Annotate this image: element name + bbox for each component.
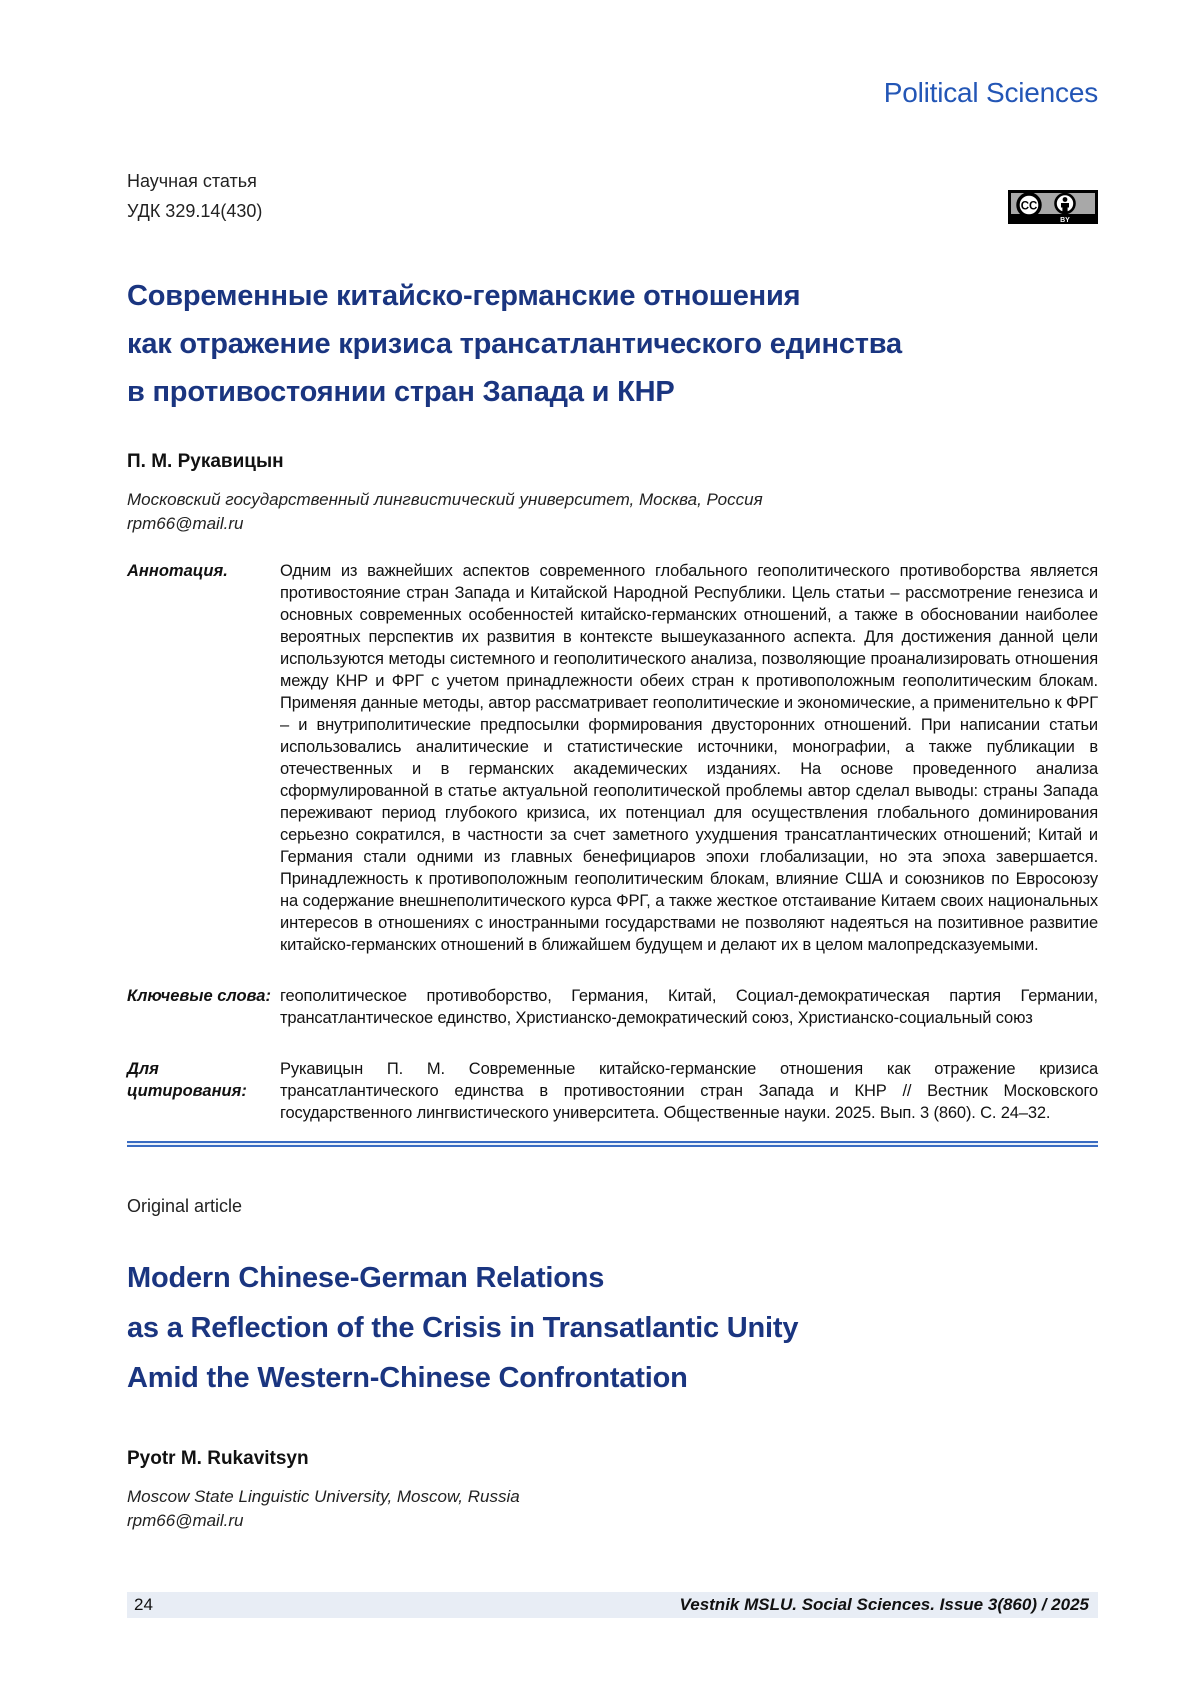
section-divider-rule (127, 1141, 1098, 1147)
title-ru-line-2: как отражение кризиса трансатлантического единства (127, 328, 902, 360)
article-title-ru (127, 272, 1098, 416)
keywords-block (127, 985, 1098, 1029)
cc-circle-text: CC (1020, 200, 1038, 213)
article-type-en: Original article (127, 1196, 243, 1216)
article-meta-row (127, 166, 1098, 226)
title-en-line-1: Modern Chinese-German Relations (127, 1262, 605, 1294)
citation-text: Рукавицын П. М. Современные китайско-германские отношения как отражение кризиса трансатлантического единства в противостоянии стран Запада и КНР // Вестник Московского государственного лингвистического университета. Общественные науки. 2025. Вып. 3 (860). С. 24–32. (280, 1060, 1098, 1122)
title-ru-line-1: Современные китайско-германские отношения (127, 280, 801, 312)
keywords-label: Ключевые слова: (127, 987, 271, 1005)
title-en-line-2: as a Reflection of the Crisis in Transatlantic Unity (127, 1312, 799, 1344)
abstract-text: Одним из важнейших аспектов современного глобального геополитического противоборства является противостояние стран Запада и Китайской Народной Республики. Цель статьи – рассмотрение генезиса и основных современных особенностей китайско-германских отношений, а также в обосновании наиболее вероятных перспектив их развития в контексте вышеуказанного аспекта. Для достижения данной цели используются методы системного и геополитического анализа, позволяющие проанализировать отношения между КНР и ФРГ с учетом принадлежности обеих стран к противоположным геополитическим блокам. Применяя данные методы, автор рассматривает геополитические и экономические, а применительно к ФРГ – и внутриполитические предпосылки формирования двусторонних отношений. При написании статьи использовались аналитические и статистические источники, монографии, а также публикации в отечественных и в германских академических изданиях. На основе проведенного анализа сформулированной в статье актуальной геополитической проблемы автор сделал выводы: страны Запада переживают период глубокого кризиса, их потенциал для осуществления глобального доминирования серьезно сократился, в частности за счет заметного ухудшения трансатлантических отношений; Китай и Германия стали одними из главных бенефициаров эпохи глобализации, но эта эпоха завершается. Принадлежность к противоположным геополитическим блокам, влияние США и союзников по Евросоюзу на содержание внешнеполитического курса ФРГ, а также жесткое отстаивание Китаем своих национальных интересов в отношениях с иностранными государствами не позволяют надеяться на позитивное развитие китайско-германских отношений в ближайшем будущем и делают их в целом малопредсказуемыми. (280, 562, 1098, 954)
udc-code: УДК 329.14(430) (127, 201, 263, 221)
article-title-en (127, 1253, 1098, 1403)
page-footer (127, 1592, 1098, 1618)
author-name-ru: П. М. Рукавицын (127, 451, 284, 472)
article-type-ru: Научная статья (127, 171, 257, 191)
abstract-label: Аннотация. (127, 562, 228, 580)
author-name-en: Pyotr M. Rukavitsyn (127, 1448, 309, 1469)
citation-label: Для цитирования: (127, 1060, 247, 1100)
author-email-en: rpm66@mail.ru (127, 1511, 244, 1530)
journal-reference: Vestnik MSLU. Social Sciences. Issue 3(860) / 2025 (679, 1595, 1089, 1614)
affiliation-text-en: Moscow State Linguistic University, Moscow, Russia (127, 1487, 520, 1506)
title-ru-line-3: в противостоянии стран Запада и КНР (127, 376, 675, 408)
journal-section-title: Political Sciences (883, 77, 1098, 108)
article-meta (127, 166, 262, 226)
citation-block (127, 1058, 1098, 1124)
abstract-block (127, 560, 1098, 956)
by-label: BY (1060, 217, 1070, 224)
page-number: 24 (134, 1595, 153, 1614)
keywords-text: геополитическое противоборство, Германия, Китай, Социал-демократическая партия Германии, трансатлантическое единство, Христианско-демократический союз, Христианско-социальный союз (280, 987, 1098, 1027)
author-email-ru: rpm66@mail.ru (127, 514, 244, 533)
author-affiliation-en (127, 1485, 1098, 1533)
author-affiliation-ru (127, 488, 1098, 536)
affiliation-text-ru: Московский государственный лингвистический университет, Москва, Россия (127, 490, 763, 509)
title-en-line-3: Amid the Western-Chinese Confrontation (127, 1362, 688, 1394)
cc-by-license-icon (1008, 190, 1098, 224)
